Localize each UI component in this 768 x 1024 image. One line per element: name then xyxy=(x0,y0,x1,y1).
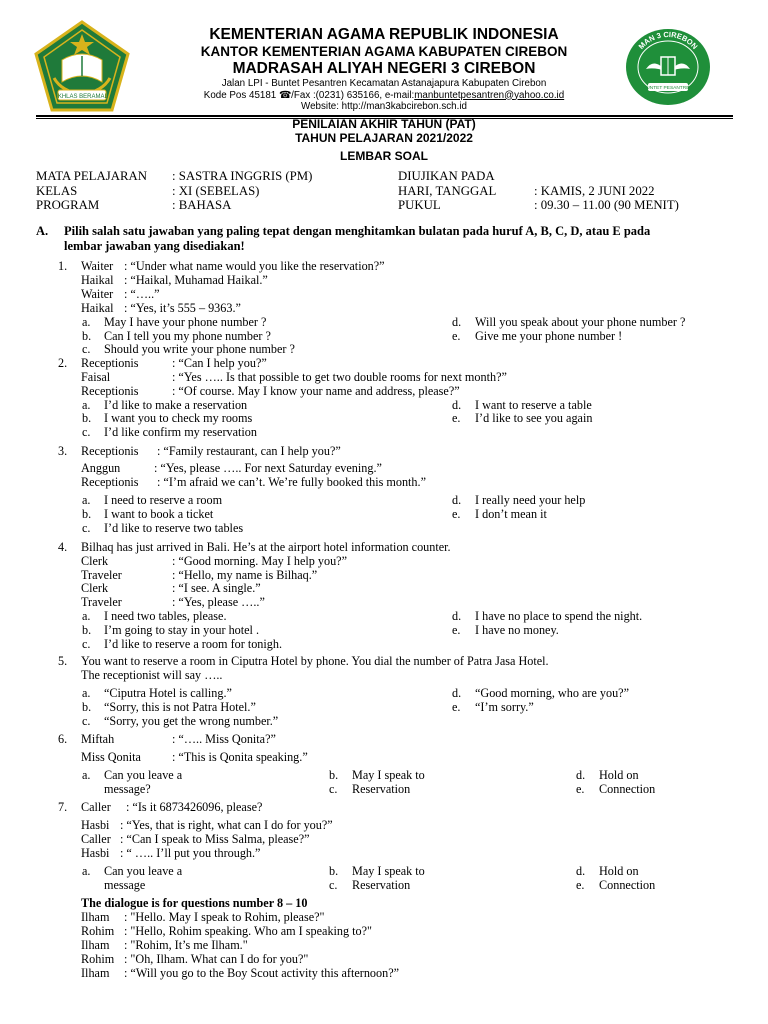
info-value: : 09.30 – 11.00 (90 MENIT) xyxy=(534,198,679,212)
option-letter: a. xyxy=(82,609,91,623)
option-letter: d. xyxy=(576,768,586,782)
sheet-title: LEMBAR SOAL xyxy=(340,149,428,163)
question-number: 2. xyxy=(58,356,68,370)
section-letter: A. xyxy=(36,224,49,238)
ministry-name: KEMENTERIAN AGAMA REPUBLIK INDONESIA xyxy=(209,26,559,43)
info-value: : XI (SEBELAS) xyxy=(172,183,260,198)
utterance: : “Under what name would you like the reservation?” xyxy=(124,259,385,273)
utterance: : “Yes ….. Is that possible to get two double rooms for next month?” xyxy=(172,370,507,384)
speaker: Receptionis xyxy=(81,444,139,458)
school-address: Jalan LPI - Buntet Pesantren Kecamatan Astanajapura Kabupaten Cirebon xyxy=(221,78,547,89)
option-e[interactable]: “I’m sorry.” xyxy=(475,700,534,714)
info-value: : SASTRA INGGRIS (PM) xyxy=(172,169,313,183)
option-letter: a. xyxy=(82,398,91,412)
option-letter: c. xyxy=(329,782,338,796)
option-letter: e. xyxy=(452,411,461,425)
info-label: PROGRAM xyxy=(36,198,100,212)
option-letter: b. xyxy=(329,768,339,782)
option-letter: b. xyxy=(329,864,339,878)
school-name: MADRASAH ALIYAH NEGERI 3 CIREBON xyxy=(232,60,536,77)
option-letter: d. xyxy=(452,398,462,412)
info-labels-right xyxy=(398,169,496,213)
utterance: : “Will you go to the Boy Scout activity this afternoon?” xyxy=(124,966,400,980)
contact-prefix: Kode Pos 45181 ☎/Fax :(0231) 635166, e-mail: xyxy=(203,89,415,101)
speaker: Haikal xyxy=(81,273,114,287)
question-number: 5. xyxy=(58,654,68,668)
option-letter: a. xyxy=(82,768,91,782)
option-b[interactable]: I want to book a ticket xyxy=(104,507,214,521)
question-intro: Bilhaq has just arrived in Bali. He’s at the airport hotel information counter. xyxy=(81,540,451,554)
option-letter: a. xyxy=(82,493,91,507)
option-c[interactable]: Reservation xyxy=(352,878,411,892)
logo-right-top-text: MAN 3 CIREBON xyxy=(636,29,700,51)
question-number: 4. xyxy=(58,540,68,554)
option-letter: c. xyxy=(82,342,91,356)
option-a-cont[interactable]: message? xyxy=(104,782,151,796)
option-b[interactable]: I’m going to stay in your hotel . xyxy=(104,623,260,637)
speaker: Receptionis xyxy=(81,475,139,489)
option-letter: c. xyxy=(82,425,91,439)
exam-title-1: PENILAIAN AKHIR TAHUN (PAT) xyxy=(292,117,476,131)
option-letter: d. xyxy=(452,686,462,700)
option-letter: b. xyxy=(82,329,92,343)
speaker: Anggun xyxy=(81,461,121,475)
option-a[interactable]: “Ciputra Hotel is calling.” xyxy=(104,686,232,700)
logo-right-bottom-text: BUNTET PESANTREN xyxy=(643,86,693,91)
utterance: : “Yes, please ….. For next Saturday evening.” xyxy=(154,461,382,475)
option-letter: e. xyxy=(576,878,585,892)
utterance: : “….. Miss Qonita?” xyxy=(172,732,276,746)
option-letter: e. xyxy=(452,507,461,521)
speaker: Waiter xyxy=(81,287,114,301)
question-number: 7. xyxy=(58,800,68,814)
info-value: : KAMIS, 2 JUNI 2022 xyxy=(534,183,655,198)
option-letter: c. xyxy=(329,878,338,892)
utterance: : “Can I speak to Miss Salma, please?” xyxy=(120,832,310,846)
question-number: 1. xyxy=(58,259,68,273)
option-letter: d. xyxy=(452,609,462,623)
option-d[interactable]: I want to reserve a table xyxy=(475,398,592,412)
question-number: 3. xyxy=(58,444,68,458)
option-c[interactable]: Reservation xyxy=(352,782,411,796)
utterance: : “Yes, it’s 555 – 9363.” xyxy=(124,301,241,315)
option-letter: b. xyxy=(82,700,92,714)
option-letter: d. xyxy=(452,315,462,329)
option-letter: b. xyxy=(82,411,92,425)
exam-title xyxy=(0,118,768,145)
option-letter: d. xyxy=(452,493,462,507)
option-c[interactable]: I’d like to reserve two tables xyxy=(104,521,244,535)
info-label: MATA PELAJARAN xyxy=(36,169,147,183)
utterance: : “ ….. I’ll put you through.” xyxy=(120,846,261,860)
speaker: Miss Qonita xyxy=(81,750,141,764)
option-e[interactable]: I’d like to see you again xyxy=(475,411,593,425)
dialogue-heading: The dialogue is for questions number 8 – 10 xyxy=(81,896,308,910)
option-a[interactable]: I’d like to make a reservation xyxy=(104,398,248,412)
speaker: Traveler xyxy=(81,595,122,609)
option-b[interactable]: May I speak to xyxy=(352,768,425,782)
speaker: Ilham xyxy=(81,938,110,952)
utterance: : "Hello, Rohim speaking. Who am I speaking to?" xyxy=(124,924,373,938)
option-d[interactable]: I really need your help xyxy=(475,493,586,507)
option-b[interactable]: “Sorry, this is not Patra Hotel.” xyxy=(104,700,256,714)
utterance: : “I’m afraid we can’t. We’re fully booked this month.” xyxy=(157,475,426,489)
option-letter: c. xyxy=(82,714,91,728)
speaker: Clerk xyxy=(81,581,109,595)
option-letter: e. xyxy=(576,782,585,796)
utterance: : “Can I help you?” xyxy=(172,356,267,370)
option-a[interactable]: May I have your phone number ? xyxy=(104,315,267,329)
speaker: Waiter xyxy=(81,259,114,273)
option-e[interactable]: Give me your phone number ! xyxy=(475,329,623,343)
option-a-cont[interactable]: message xyxy=(104,878,146,892)
instruction-line-1: Pilih salah satu jawaban yang paling tepat dengan menghitamkan bulatan pada huruf A, B, C, D, atau E pada xyxy=(64,224,651,238)
logo-left-banner: IKHLAS BERAMAL xyxy=(56,94,108,100)
option-b[interactable]: May I speak to xyxy=(352,864,425,878)
option-letter: b. xyxy=(82,623,92,637)
option-letter: e. xyxy=(452,329,461,343)
option-e[interactable]: I don’t mean it xyxy=(475,507,547,521)
utterance: : “Haikal, Muhamad Haikal.” xyxy=(124,273,268,287)
option-b[interactable]: Can I tell you my phone number ? xyxy=(104,329,271,343)
speaker: Receptionis xyxy=(81,356,139,370)
speaker: Ilham xyxy=(81,910,110,924)
speaker: Caller xyxy=(81,832,111,846)
option-d[interactable]: Hold on xyxy=(599,768,639,782)
option-letter: e. xyxy=(452,700,461,714)
instruction-line-2: lembar jawaban yang disediakan! xyxy=(64,238,245,253)
info-value xyxy=(534,169,679,184)
office-name: KANTOR KEMENTERIAN AGAMA KABUPATEN CIREBON xyxy=(200,44,568,59)
option-d[interactable]: “Good morning, who are you?” xyxy=(475,686,629,700)
info-values-left xyxy=(172,169,312,213)
utterance: : “Family restaurant, can I help you?” xyxy=(157,444,341,458)
option-b[interactable]: I want you to check my rooms xyxy=(104,411,253,425)
info-label: DIUJIKAN PADA xyxy=(398,169,495,183)
speaker: Clerk xyxy=(81,554,109,568)
option-letter: c. xyxy=(82,637,91,651)
option-a[interactable]: I need two tables, please. xyxy=(104,609,227,623)
option-c[interactable]: I’d like to reserve a room for tonigh. xyxy=(104,637,283,651)
utterance: : “This is Qonita speaking.” xyxy=(172,750,308,764)
option-c[interactable]: I’d like confirm my reservation xyxy=(104,425,257,439)
utterance: : “Hello, my name is Bilhaq.” xyxy=(172,568,318,582)
option-letter: b. xyxy=(82,507,92,521)
speaker: Traveler xyxy=(81,568,122,582)
question-intro: You want to reserve a room in Ciputra Hotel by phone. You dial the number of Patra Jasa Hotel. xyxy=(81,654,549,668)
option-d[interactable]: Hold on xyxy=(599,864,639,878)
info-labels-left xyxy=(36,169,147,213)
option-letter: a. xyxy=(82,864,91,878)
question-number: 6. xyxy=(58,732,68,746)
option-letter: a. xyxy=(82,686,91,700)
info-label: PUKUL xyxy=(398,198,441,212)
email-link[interactable]: manbuntetpesantren@yahoo.co.id xyxy=(414,89,565,101)
option-letter: a. xyxy=(82,315,91,329)
info-label: HARI, TANGGAL xyxy=(398,183,497,198)
speaker: Miftah xyxy=(81,732,115,746)
utterance: : "Oh, Ilham. What can I do for you?" xyxy=(124,952,309,966)
info-label: KELAS xyxy=(36,183,78,198)
utterance: : “I see. A single.” xyxy=(172,581,261,595)
school-website[interactable]: Website: http://man3kabcirebon.sch.id xyxy=(301,101,467,112)
option-d[interactable]: Will you speak about your phone number ? xyxy=(475,315,686,329)
option-letter: d. xyxy=(576,864,586,878)
option-e[interactable]: I have no money. xyxy=(475,623,559,637)
option-d[interactable]: I have no place to spend the night. xyxy=(475,609,643,623)
utterance: : "Rohim, It’s me Ilham." xyxy=(124,938,248,952)
info-value: : BAHASA xyxy=(172,198,232,212)
speaker: Faisal xyxy=(81,370,111,384)
utterance: : “Yes, please …..” xyxy=(172,595,265,609)
option-a[interactable]: Can you leave a xyxy=(104,864,183,878)
speaker: Hasbi xyxy=(81,818,110,832)
utterance: : “Yes, that is right, what can I do for you?” xyxy=(120,818,333,832)
utterance: : "Hello. May I speak to Rohim, please?" xyxy=(124,910,325,924)
speaker: Rohim xyxy=(81,924,115,938)
option-a[interactable]: I need to reserve a room xyxy=(104,493,223,507)
school-contact xyxy=(0,90,768,102)
option-letter: c. xyxy=(82,521,91,535)
utterance: : “Of course. May I know your name and address, please?” xyxy=(172,384,460,398)
exam-title-2: TAHUN PELAJARAN 2021/2022 xyxy=(295,130,473,145)
option-c[interactable]: Should you write your phone number ? xyxy=(104,342,295,356)
info-values-right xyxy=(534,169,679,213)
option-c[interactable]: “Sorry, you get the wrong number.” xyxy=(104,714,279,728)
speaker: Ilham xyxy=(81,966,110,980)
utterance: : “Good morning. May I help you?” xyxy=(172,554,347,568)
option-e[interactable]: Connection xyxy=(599,782,656,796)
speaker: Rohim xyxy=(81,952,115,966)
speaker: Caller xyxy=(81,800,111,814)
speaker: Haikal xyxy=(81,301,114,315)
option-e[interactable]: Connection xyxy=(599,878,656,892)
instruction-text xyxy=(64,224,764,253)
option-a[interactable]: Can you leave a xyxy=(104,768,183,782)
utterance: : “…..” xyxy=(124,287,160,301)
question-intro-2: The receptionist will say ….. xyxy=(81,668,223,682)
speaker: Hasbi xyxy=(81,846,110,860)
utterance: : “Is it 6873426096, please? xyxy=(126,800,263,814)
letterhead xyxy=(0,26,768,113)
speaker: Receptionis xyxy=(81,384,139,398)
option-letter: e. xyxy=(452,623,461,637)
